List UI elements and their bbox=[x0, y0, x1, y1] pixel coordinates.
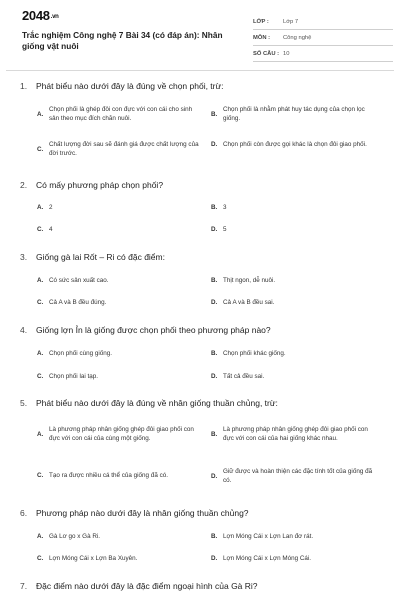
option-b[interactable] bbox=[211, 532, 373, 541]
option-letter: C. bbox=[37, 145, 44, 153]
meta-label: LỚP : bbox=[253, 18, 269, 25]
logo-main: 2048 bbox=[22, 8, 50, 23]
question-7 bbox=[20, 581, 392, 592]
meta-value: Lớp 7 bbox=[283, 18, 299, 25]
meta-label: MÔN : bbox=[253, 34, 271, 41]
question-text: Phát biểu nào dưới đây là đúng về chọn phối, trừ: bbox=[36, 81, 224, 91]
question-header bbox=[20, 325, 392, 336]
option-letter: C. bbox=[37, 299, 44, 306]
option-b[interactable] bbox=[211, 105, 373, 123]
question-2 bbox=[20, 180, 392, 191]
option-letter: A. bbox=[37, 430, 44, 438]
option-text: Thịt ngon, dễ nuôi. bbox=[223, 277, 276, 284]
option-a[interactable] bbox=[37, 105, 199, 123]
question-text: Giống lợn Ỉn là giống được chọn phối theo phương pháp nào? bbox=[36, 325, 271, 335]
option-letter: D. bbox=[211, 299, 218, 306]
question-number: 7. bbox=[20, 581, 28, 591]
option-c[interactable] bbox=[37, 225, 199, 234]
meta-row-subject bbox=[253, 30, 393, 46]
option-c[interactable] bbox=[37, 140, 199, 158]
option-letter: A. bbox=[37, 110, 44, 118]
document-header bbox=[0, 0, 400, 72]
document-title: Trắc nghiệm Công nghệ 7 Bài 34 (có đáp án): Nhân giống vật nuôi bbox=[22, 30, 223, 51]
option-letter: C. bbox=[37, 226, 44, 233]
option-letter: A. bbox=[37, 533, 44, 540]
option-c[interactable] bbox=[37, 372, 199, 381]
option-letter: D. bbox=[211, 472, 218, 480]
question-header bbox=[20, 581, 392, 592]
option-letter: A. bbox=[37, 350, 44, 357]
option-letter: B. bbox=[211, 110, 218, 118]
option-b[interactable] bbox=[211, 425, 373, 443]
question-header bbox=[20, 508, 392, 519]
option-letter: B. bbox=[211, 350, 218, 357]
question-header bbox=[20, 180, 392, 191]
meta-label: SỐ CÂU : bbox=[253, 50, 280, 57]
question-number: 5. bbox=[20, 398, 28, 408]
question-6 bbox=[20, 508, 392, 519]
question-text: Đặc điểm nào dưới đây là đặc điểm ngoại hình của Gà Ri? bbox=[36, 581, 258, 591]
question-number: 6. bbox=[20, 508, 28, 518]
option-b[interactable] bbox=[211, 349, 373, 358]
question-text: Phương pháp nào dưới đây là nhân giống thuần chủng? bbox=[36, 508, 249, 518]
option-letter: D. bbox=[211, 226, 218, 233]
option-text: Cả A và B đều sai. bbox=[223, 299, 275, 306]
option-a[interactable] bbox=[37, 349, 199, 358]
question-text: Có mấy phương pháp chọn phối? bbox=[36, 180, 164, 190]
option-a[interactable] bbox=[37, 203, 199, 212]
option-letter: B. bbox=[211, 533, 218, 540]
option-letter: B. bbox=[211, 277, 218, 284]
option-text: Cả A và B đều đúng. bbox=[49, 299, 107, 306]
meta-value: Công nghệ bbox=[283, 34, 312, 41]
option-c[interactable] bbox=[37, 554, 199, 563]
option-letter: B. bbox=[211, 430, 218, 438]
question-number: 2. bbox=[20, 180, 28, 190]
question-number: 4. bbox=[20, 325, 28, 335]
option-text: 4 bbox=[49, 226, 53, 233]
meta-row-class bbox=[253, 14, 393, 30]
option-text: Là phương pháp nhân giống ghép đôi giao phối con đực với con cái của hai giống khác nhau. bbox=[223, 426, 368, 442]
option-text: Lợn Móng Cái x Lợn Ba Xuyên. bbox=[49, 555, 138, 562]
option-b[interactable] bbox=[211, 203, 373, 212]
option-d[interactable] bbox=[211, 140, 373, 149]
document-meta bbox=[253, 14, 393, 62]
option-text: Giữ được và hoàn thiện các đặc tính tốt của giống đã có. bbox=[223, 468, 373, 484]
question-4 bbox=[20, 325, 392, 336]
option-text: 3 bbox=[223, 204, 227, 211]
option-text: Chất lượng đời sau sẽ đánh giá được chất lượng của đời trước. bbox=[49, 141, 199, 157]
option-d[interactable] bbox=[211, 554, 373, 563]
question-header bbox=[20, 252, 392, 263]
option-letter: C. bbox=[37, 373, 44, 380]
option-b[interactable] bbox=[211, 276, 373, 285]
option-text: Chọn phối cùng giống. bbox=[49, 350, 113, 357]
option-text: Lợn Móng Cái x Lợn Móng Cái. bbox=[223, 555, 312, 562]
option-d[interactable] bbox=[211, 298, 373, 307]
option-letter: D. bbox=[211, 373, 218, 380]
option-d[interactable] bbox=[211, 372, 373, 381]
option-text: Là phương pháp nhân giống ghép đôi giao phối con đực với con cái của cùng một giống. bbox=[49, 426, 194, 442]
option-a[interactable] bbox=[37, 425, 199, 443]
question-3 bbox=[20, 252, 392, 263]
option-text: Chọn phối còn được gọi khác là chọn đôi giao phối. bbox=[223, 141, 367, 148]
option-letter: A. bbox=[37, 204, 44, 211]
question-number: 3. bbox=[20, 252, 28, 262]
option-d[interactable] bbox=[211, 225, 373, 234]
question-5 bbox=[20, 398, 392, 409]
question-1 bbox=[20, 81, 392, 92]
question-number: 1. bbox=[20, 81, 28, 91]
option-letter: D. bbox=[211, 141, 218, 148]
option-text: Gà Lơ go x Gà Ri. bbox=[49, 533, 101, 540]
option-a[interactable] bbox=[37, 276, 199, 285]
question-text: Giống gà lai Rốt – Ri có đặc điểm: bbox=[36, 252, 165, 262]
option-text: Chọn phối là ghép đôi con đực với con cái cho sinh sản theo mục đích chăn nuôi. bbox=[49, 106, 193, 122]
option-letter: B. bbox=[211, 204, 218, 211]
option-letter: A. bbox=[37, 277, 44, 284]
option-text: Chọn phối khác giống. bbox=[223, 350, 286, 357]
option-text: Lợn Móng Cái x Lợn Lan đơ rát. bbox=[223, 533, 314, 540]
option-text: Chọn phối là nhằm phát huy tác dụng của chọn lọc giống. bbox=[223, 106, 365, 122]
logo-suffix: .vn bbox=[50, 14, 59, 20]
option-c[interactable] bbox=[37, 298, 199, 307]
option-text: 5 bbox=[223, 226, 227, 233]
meta-value: 10 bbox=[283, 50, 290, 57]
meta-row-count bbox=[253, 46, 393, 62]
option-letter: C. bbox=[37, 472, 44, 479]
option-text: Tạo ra được nhiều cá thể của giống đã có. bbox=[49, 472, 168, 479]
option-text: 2 bbox=[49, 204, 53, 211]
option-text: Chọn phối lai tạp. bbox=[49, 373, 99, 380]
option-text: Tất cả đều sai. bbox=[223, 373, 265, 380]
question-text: Phát biểu nào dưới đây là đúng về nhân giống thuần chủng, trừ: bbox=[36, 398, 278, 408]
option-letter: D. bbox=[211, 555, 218, 562]
header-divider bbox=[6, 70, 394, 71]
option-letter: C. bbox=[37, 555, 44, 562]
option-a[interactable] bbox=[37, 532, 199, 541]
option-d[interactable] bbox=[211, 467, 373, 485]
question-header bbox=[20, 81, 392, 92]
question-header bbox=[20, 398, 392, 409]
option-text: Có sức sản xuất cao. bbox=[49, 277, 109, 284]
option-c[interactable] bbox=[37, 471, 199, 480]
